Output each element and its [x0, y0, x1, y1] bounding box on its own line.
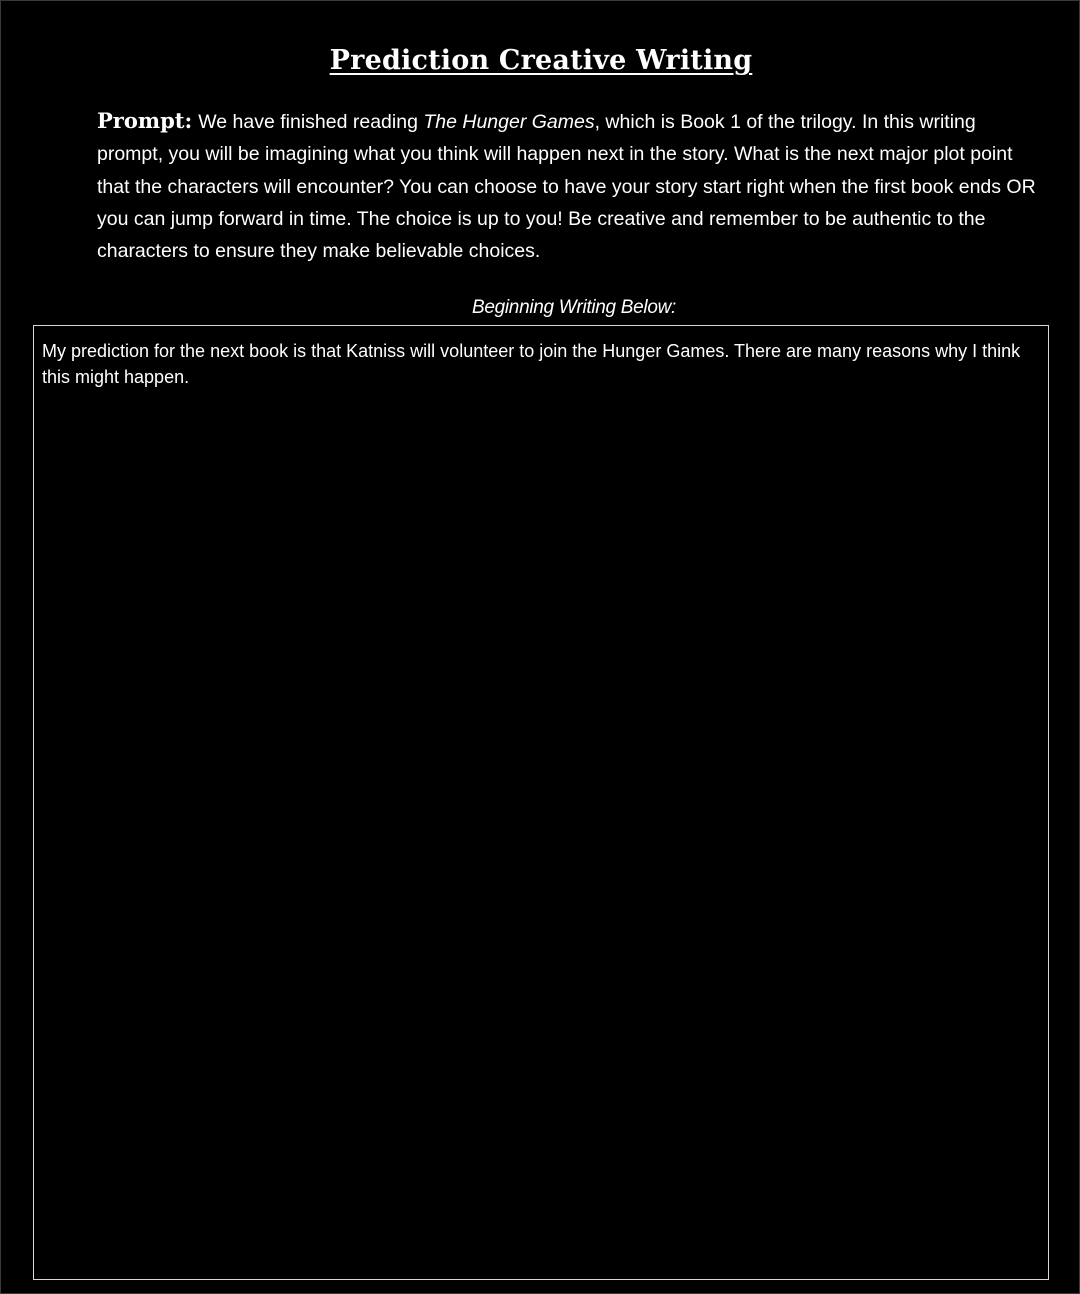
prompt-text-after: , which is Book 1 of the trilogy. In this writing prompt, you will be imagining what you think will happen next in the story. What is the next major plot point that the characters will encounter? You can choose to have your story start right when the first book ends OR you can jump forward in time. The choice is up to you! Be creative and remember to be authentic to the characters to ensure they make believable choices. — [97, 111, 1036, 263]
writing-response-text[interactable]: My prediction for the next book is that Katniss will volunteer to join the Hunger Games. There are many reasons why I think this might happen. — [42, 341, 1021, 387]
prompt-paragraph — [97, 105, 1037, 267]
writing-response-box[interactable] — [33, 325, 1049, 1280]
writing-section-label: Beginning Writing Below: — [471, 297, 677, 318]
prompt-book-title: The Hunger Games — [423, 111, 595, 133]
prompt-text-before: We have finished reading — [198, 111, 424, 133]
prompt-label: Prompt: — [97, 108, 193, 133]
page-title: Prediction Creative Writing — [329, 45, 753, 76]
